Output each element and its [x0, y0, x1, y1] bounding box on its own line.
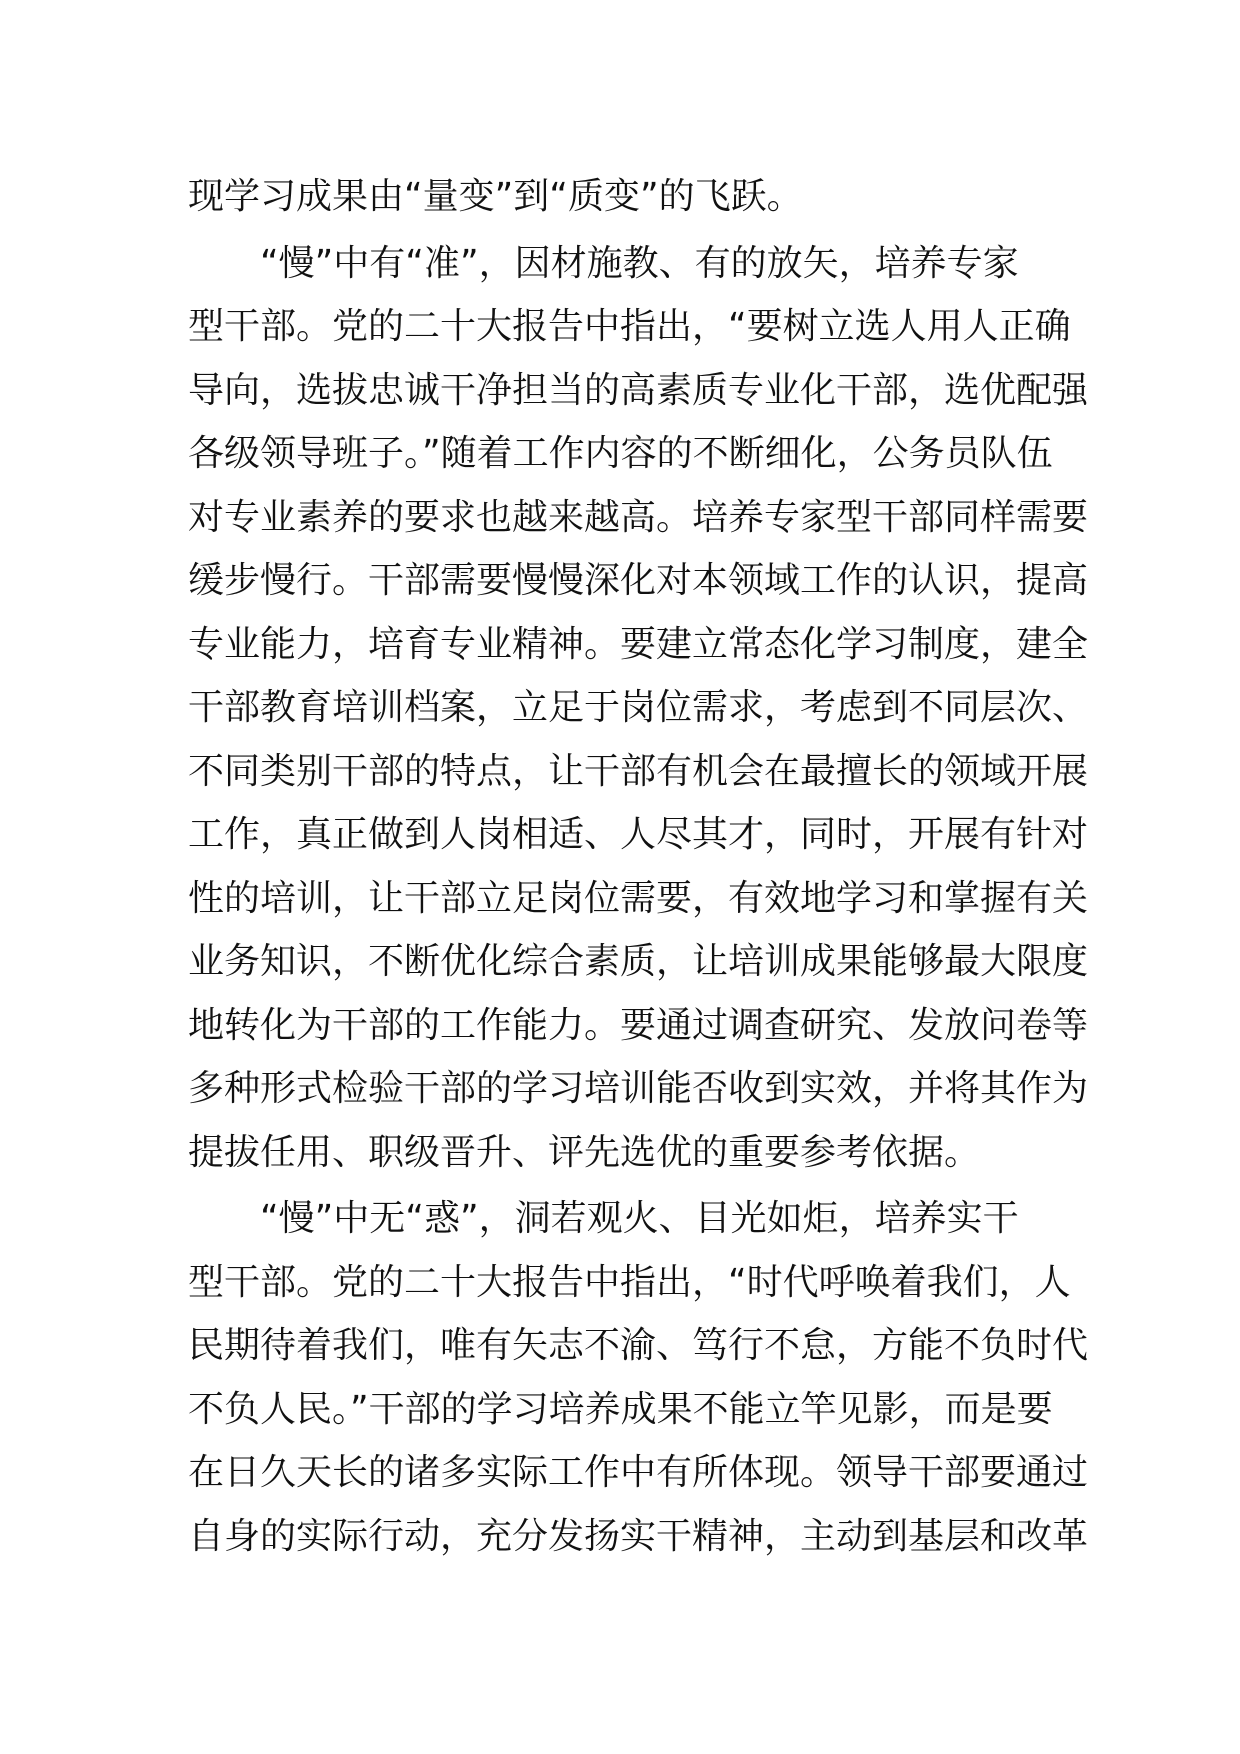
text-line: 提拔任用、职级晋升、评先选优的重要参考依据。	[188, 1131, 981, 1173]
text-line: 不负人民。”干部的学习培养成果不能立竿见影，而是要	[188, 1388, 1053, 1430]
text-line: 缓步慢行。干部需要慢慢深化对本领域工作的认识，提高	[188, 560, 1089, 601]
text-line: 专业能力，培育专业精神。要建立常态化学习制度，建全	[188, 623, 1089, 665]
body-text	[188, 165, 1089, 1568]
text-line: “慢”中有“准”，因材施教、有的放矢，培养专家	[188, 242, 1019, 284]
text-line: 自身的实际行动，充分发扬实干精神，主动到基层和改革	[188, 1515, 1089, 1557]
text-line: 对专业素养的要求也越来越高。培养专家型干部同样需要	[188, 496, 1089, 538]
text-line: 型干部。党的二十大报告中指出，“要树立选人用人正确	[188, 306, 1071, 347]
text-line: 干部教育培训档案，立足于岗位需求，考虑到不同层次、	[188, 687, 1089, 728]
text-line: “慢”中无“惑”，洞若观火、目光如炬，培养实干	[188, 1198, 1019, 1239]
text-line: 型干部。党的二十大报告中指出，“时代呼唤着我们，人	[188, 1261, 1071, 1303]
text-line: 多种形式检验干部的学习培训能否收到实效，并将其作为	[188, 1068, 1089, 1109]
text-line: 导向，选拔忠诚干净担当的高素质专业化干部，选优配强	[188, 369, 1089, 411]
text-line: 地转化为干部的工作能力。要通过调查研究、发放问卷等	[188, 1004, 1089, 1046]
text-line: 工作，真正做到人岗相适、人尽其才，同时，开展有针对	[188, 814, 1089, 855]
text-line: 现学习成果由“量变”到“质变”的飞跃。	[188, 176, 803, 217]
text-line: 民期待着我们，唯有矢志不渝、笃行不怠，方能不负时代	[188, 1325, 1089, 1366]
text-line: 在日久天长的诸多实际工作中有所体现。领导干部要通过	[188, 1452, 1089, 1493]
text-line: 各级领导班子。”随着工作内容的不断细化，公务员队伍	[188, 433, 1053, 474]
text-line: 不同类别干部的特点，让干部有机会在最擅长的领域开展	[188, 750, 1089, 792]
text-line: 性的培训，让干部立足岗位需要，有效地学习和掌握有关	[188, 877, 1089, 919]
text-line: 业务知识，不断优化综合素质，让培训成果能够最大限度	[188, 941, 1089, 982]
